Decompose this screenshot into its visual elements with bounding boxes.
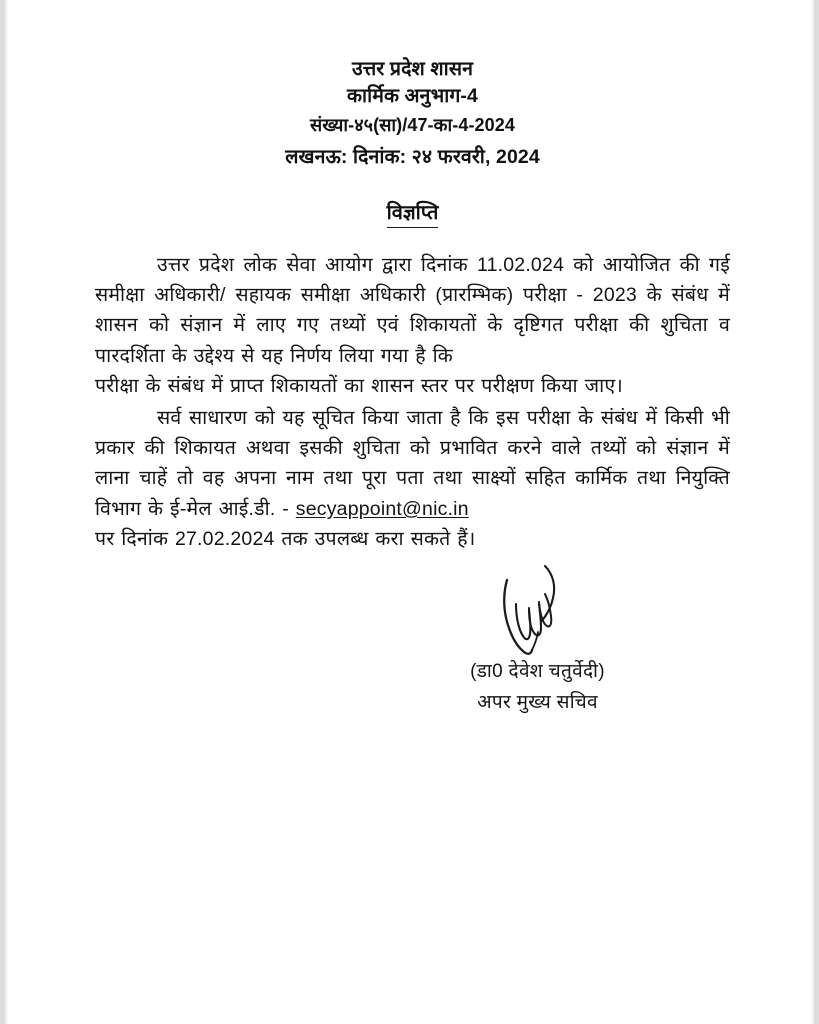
paragraph-one-last-line: परीक्षा के संबंध में प्राप्त शिकायतों का शासन स्तर पर परीक्षण किया जाए। (95, 374, 623, 397)
paragraph-two-text: सर्व साधारण को यह सूचित किया जाता है कि इस परीक्षा के संबंध में किसी भी प्रकार की शिकायत अथवा इसकी शुचिता को प्रभावित करने वाले तथ्यों को संज्ञान में लाना चाहें तो वह अपना नाम तथा पूरा पता तथा साक्ष्यों सहित कार्मिक तथा नियुक्ति विभाग के ई-मेल आई.डी. - (95, 407, 730, 520)
paragraph-two (95, 403, 730, 554)
email-address-link[interactable]: secyappoint@nic.in (295, 497, 469, 520)
signatory-designation: अपर मुख्य सचिव (477, 692, 598, 714)
document-body (95, 250, 730, 554)
header-office-name: उत्तर प्रदेश शासन (351, 58, 474, 80)
document-title-container (95, 200, 730, 228)
signature-block (95, 564, 730, 718)
header-place-and-date: लखनऊ: दिनांक: २४ फरवरी, 2024 (285, 146, 540, 168)
paragraph-one (95, 250, 730, 401)
document-header (95, 0, 730, 174)
handwritten-signature-icon (345, 564, 730, 660)
header-reference-number: संख्या-४५(सा)/47-का-4-2024 (310, 115, 515, 135)
paragraph-two-last-line: पर दिनांक 27.02.2024 तक उपलब्ध करा सकते हैं। (95, 527, 476, 550)
paragraph-one-text: उत्तर प्रदेश लोक सेवा आयोग द्वारा दिनांक 11.02.024 को आयोजित की गई समीक्षा अधिकारी/ सहायक समीक्षा अधिकारी (प्रारम्भिक) परीक्षा - 2023 के संबंध में शासन को संज्ञान में लाए गए तथ्यों एवं शिकायतों के दृष्टिगत परीक्षा की शुचिता व पारदर्शिता के उद्देश्य से यह निर्णय लिया गया है कि (95, 254, 730, 367)
header-section-name: कार्मिक अनुभाग-4 (347, 85, 478, 107)
document-sheet (3, 0, 819, 1024)
document-title: विज्ञप्ति (387, 200, 439, 228)
signatory-name: (डा0 देवेश चतुर्वेदी) (470, 661, 605, 683)
